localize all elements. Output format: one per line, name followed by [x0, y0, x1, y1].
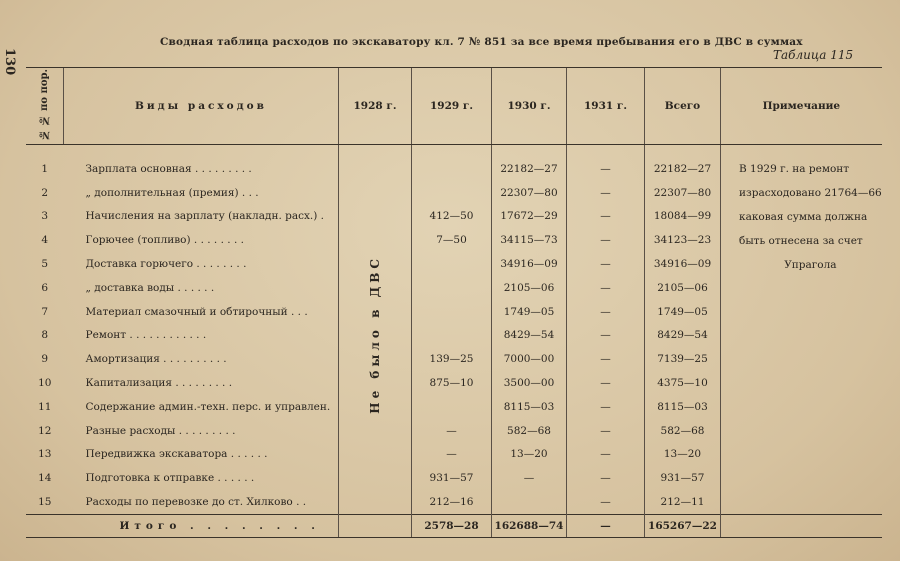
cell-1931: — — [567, 145, 645, 181]
row-expense: Начисления на зарплату (накладн. расх.) . — [85, 210, 325, 223]
cell-1929 — [412, 252, 492, 276]
header-no: № № по пор. — [26, 68, 64, 145]
row-number: 15 — [38, 496, 52, 509]
cell-1931: — — [567, 252, 645, 276]
note-line: израсходовано 21764—66 — [739, 187, 882, 199]
cell-total: 1749—05 — [645, 300, 721, 324]
cell-total: 2105—06 — [645, 276, 721, 300]
cell-1929 — [412, 181, 492, 205]
cell-1931: — — [567, 466, 645, 490]
row-number: 6 — [41, 281, 49, 294]
vertical-note: Не было в ДВС — [368, 254, 382, 414]
row-number: 14 — [38, 472, 52, 485]
note-line: быть отнесена за счет — [739, 235, 863, 247]
cell-1931: — — [567, 300, 645, 324]
cell-total: 4375—10 — [645, 371, 721, 395]
cell-1930: 2105—06 — [492, 276, 567, 300]
note-line: В 1929 г. на ремонт — [739, 163, 850, 175]
page-number: 130 — [2, 48, 17, 76]
totals-no — [26, 514, 64, 537]
header-row — [26, 68, 882, 145]
col-1928-merged — [339, 145, 412, 515]
totals-1931: — — [567, 514, 645, 537]
note-line: Упрагола — [784, 259, 837, 271]
cell-1930: 7000—00 — [492, 347, 567, 371]
cell-1931: — — [567, 395, 645, 419]
cell-1931: — — [567, 490, 645, 514]
cell-1931: — — [567, 419, 645, 443]
header-1931: 1931 г. — [567, 68, 645, 145]
table-row — [26, 145, 882, 181]
cell-total: 8429—54 — [645, 324, 721, 348]
header-1930: 1930 г. — [492, 68, 567, 145]
cell-1930: 8429—54 — [492, 324, 567, 348]
row-expense: Капитализация . . . . . . . . . — [85, 377, 233, 390]
totals-total: 165267—22 — [645, 514, 721, 537]
row-expense: Передвижка экскаватора . . . . . . — [85, 448, 268, 461]
cell-1929 — [412, 300, 492, 324]
row-expense: „ дополнительная (премия) . . . — [85, 186, 259, 199]
header-total: Всего — [645, 68, 721, 145]
cell-1931: — — [567, 228, 645, 252]
cell-1929: 7—50 — [412, 228, 492, 252]
header-1929: 1929 г. — [412, 68, 492, 145]
note-cell — [721, 145, 882, 515]
totals-1930: 162688—74 — [492, 514, 567, 537]
cell-total: 212—11 — [645, 490, 721, 514]
row-number: 12 — [38, 424, 52, 437]
row-expense: Разные расходы . . . . . . . . . — [85, 424, 236, 437]
table-label: Таблица 115 — [773, 48, 854, 62]
cell-1929: 139—25 — [412, 347, 492, 371]
totals-note — [721, 514, 882, 537]
row-number: 2 — [41, 186, 49, 199]
row-expense: „ доставка воды . . . . . . — [85, 281, 215, 294]
cell-1931: — — [567, 324, 645, 348]
header-expense: Виды расходов — [64, 68, 339, 145]
cell-1929: — — [412, 419, 492, 443]
row-number: 13 — [38, 448, 52, 461]
row-number: 1 — [41, 162, 49, 175]
row-number: 8 — [41, 329, 49, 342]
cell-1929 — [412, 395, 492, 419]
cell-1930: 582—68 — [492, 419, 567, 443]
cell-1929: 412—50 — [412, 205, 492, 229]
cell-total: 22182—27 — [645, 145, 721, 181]
cell-1929 — [412, 276, 492, 300]
expense-table — [26, 67, 882, 538]
cell-1929: — — [412, 443, 492, 467]
row-number: 10 — [38, 377, 52, 390]
row-number: 11 — [38, 400, 52, 413]
row-number: 7 — [41, 305, 49, 318]
cell-1929: 875—10 — [412, 371, 492, 395]
cell-1930: 34115—73 — [492, 228, 567, 252]
cell-1930: 22182—27 — [492, 145, 567, 181]
cell-1931: — — [567, 181, 645, 205]
cell-1930: 13—20 — [492, 443, 567, 467]
cell-1929: 931—57 — [412, 466, 492, 490]
row-expense: Расходы по перевозке до ст. Хилково . . — [85, 496, 307, 509]
cell-total: 34123—23 — [645, 228, 721, 252]
cell-1931: — — [567, 443, 645, 467]
cell-1930: 17672—29 — [492, 205, 567, 229]
totals-1929: 2578—28 — [412, 514, 492, 537]
totals-label: Итого . . . . . . . . — [64, 514, 339, 537]
cell-total: 7139—25 — [645, 347, 721, 371]
cell-1929 — [412, 324, 492, 348]
cell-1930: 22307—80 — [492, 181, 567, 205]
row-number: 3 — [41, 210, 49, 223]
cell-total: 13—20 — [645, 443, 721, 467]
cell-1929: 212—16 — [412, 490, 492, 514]
row-expense: Амортизация . . . . . . . . . . — [85, 353, 227, 366]
header-1928: 1928 г. — [339, 68, 412, 145]
totals-row — [26, 514, 882, 537]
row-number: 9 — [41, 353, 49, 366]
cell-1931: — — [567, 205, 645, 229]
header-note: Примечание — [721, 68, 882, 145]
cell-1930: 1749—05 — [492, 300, 567, 324]
cell-1930 — [492, 490, 567, 514]
row-expense: Подготовка к отправке . . . . . . — [85, 472, 255, 485]
cell-1930: 34916—09 — [492, 252, 567, 276]
row-number: 4 — [41, 234, 49, 247]
row-expense: Ремонт . . . . . . . . . . . . — [85, 329, 207, 342]
cell-total: 34916—09 — [645, 252, 721, 276]
cell-1929 — [412, 145, 492, 181]
note-line: каковая сумма должна — [739, 211, 868, 223]
row-expense: Материал смазочный и обтирочный . . . — [85, 305, 308, 318]
table-title: Сводная таблица расходов по экскаватору кл. 7 № 851 за все время пребывания его в ДВС в суммах — [160, 36, 803, 48]
cell-total: 8115—03 — [645, 395, 721, 419]
cell-1931: — — [567, 371, 645, 395]
cell-total: 931—57 — [645, 466, 721, 490]
cell-total: 22307—80 — [645, 181, 721, 205]
row-expense: Зарплата основная . . . . . . . . . — [85, 162, 252, 175]
table-body — [26, 145, 882, 538]
cell-1930: 8115—03 — [492, 395, 567, 419]
row-expense: Горючее (топливо) . . . . . . . . — [85, 234, 244, 247]
cell-total: 582—68 — [645, 419, 721, 443]
cell-1930: — — [492, 466, 567, 490]
totals-1928 — [339, 514, 412, 537]
cell-1931: — — [567, 276, 645, 300]
cell-1930: 3500—00 — [492, 371, 567, 395]
cell-1931: — — [567, 347, 645, 371]
row-expense: Доставка горючего . . . . . . . . — [85, 258, 247, 271]
row-expense: Содержание админ.-техн. перс. и управлен. — [85, 400, 331, 413]
row-number: 5 — [41, 258, 49, 271]
cell-total: 18084—99 — [645, 205, 721, 229]
